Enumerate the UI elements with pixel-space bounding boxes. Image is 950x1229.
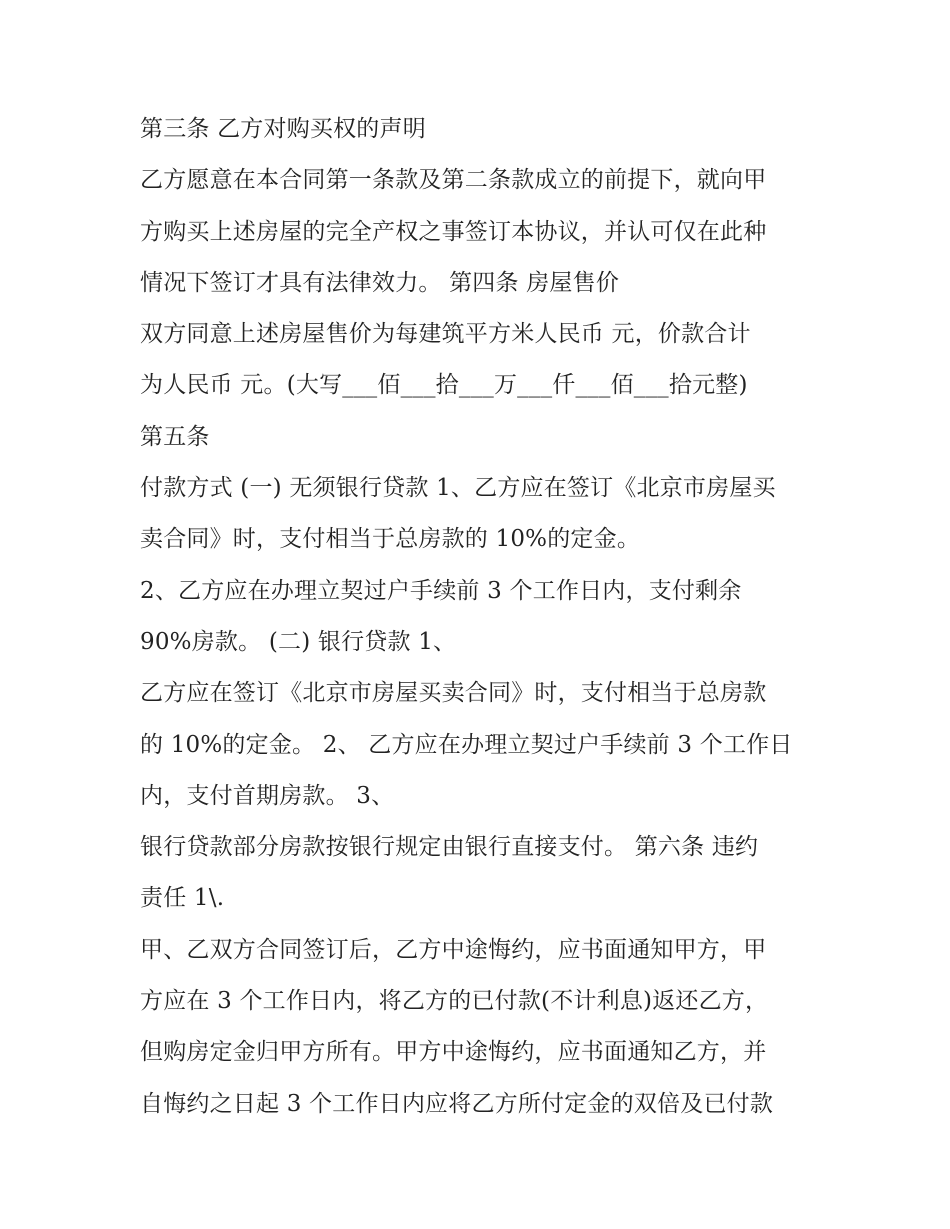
text-line: 甲、乙双方合同签订后，乙方中途悔约，应书面通知甲方，甲 [140, 936, 767, 963]
text-line: 为人民币 元。(大写___佰___拾___万___仟___佰___拾元整) [140, 372, 748, 399]
text-line: 责任 1\. [140, 885, 225, 912]
text-line: 第五条 [140, 423, 210, 450]
text-line: 内，支付首期房款。 3、 [140, 782, 395, 809]
text-line: 自悔约之日起 3 个工作日内应将乙方所付定金的双倍及已付款 [140, 1090, 774, 1117]
text-line: 但购房定金归甲方所有。甲方中途悔约，应书面通知乙方，并 [140, 1039, 767, 1066]
text-line: 双方同意上述房屋售价为每建筑平方米人民币 元，价款合计 [140, 321, 751, 348]
text-line: 90%房款。 (二) 银行贷款 1、 [140, 628, 457, 655]
document-body [140, 112, 820, 1138]
text-line: 乙方愿意在本合同第一条款及第二条款成立的前提下，就向甲 [140, 167, 767, 194]
text-line: 的 10%的定金。 2、 乙方应在办理立契过户手续前 3 个工作日 [140, 731, 793, 758]
text-line: 情况下签订才具有法律效力。 第四条 房屋售价 [140, 269, 620, 296]
text-line: 付款方式 (一) 无须银行贷款 1、乙方应在签订《北京市房屋买 [140, 475, 776, 502]
text-line: 2、乙方应在办理立契过户手续前 3 个工作日内，支付剩余 [140, 577, 742, 604]
text-line: 第三条 乙方对购买权的声明 [140, 116, 426, 142]
text-line: 银行贷款部分房款按银行规定由银行直接支付。 第六条 违约 [140, 834, 759, 861]
text-line: 方购买上述房屋的完全产权之事签订本协议，并认可仅在此种 [140, 218, 767, 245]
text-line: 乙方应在签订《北京市房屋买卖合同》时，支付相当于总房款 [140, 680, 767, 707]
text-line: 方应在 3 个工作日内，将乙方的已付款(不计利息)返还乙方， [140, 988, 769, 1015]
text-line: 卖合同》时，支付相当于总房款的 10%的定金。 [140, 526, 641, 553]
